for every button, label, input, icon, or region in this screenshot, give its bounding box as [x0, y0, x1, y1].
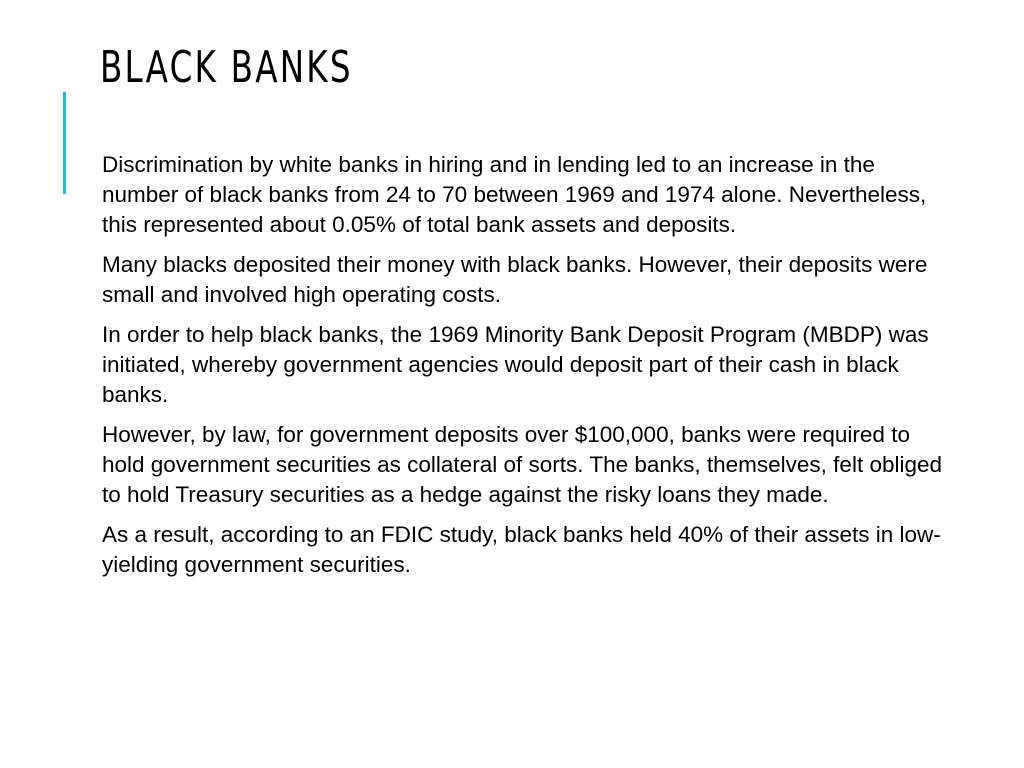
- slide-body: [102, 150, 942, 590]
- paragraph-mbdp: In order to help black banks, the 1969 Minority Bank Deposit Program (MBDP) was initiated, whereby government agencies would deposit part of their cash in black banks.: [102, 322, 929, 407]
- paragraph-collateral: However, by law, for government deposits over $100,000, banks were required to hold government securities as collateral of sorts. The banks, themselves, felt obliged to hold Treasury securities as a hedge against the risky loans they made.: [102, 422, 943, 507]
- slide-title: BLACK BANKS: [100, 42, 353, 93]
- paragraph-deposits: Many blacks deposited their money with black banks. However, their deposits were small and involved high operating costs.: [102, 252, 928, 307]
- paragraph-fdic-study: As a result, according to an FDIC study, black banks held 40% of their assets in low-yielding government securities.: [102, 522, 941, 577]
- paragraph-discrimination: Discrimination by white banks in hiring and in lending led to an increase in the number of black banks from 24 to 70 between 1969 and 1974 alone. Nevertheless, this represented about 0.05% of total bank assets and deposits.: [102, 152, 927, 237]
- accent-line: [63, 92, 66, 194]
